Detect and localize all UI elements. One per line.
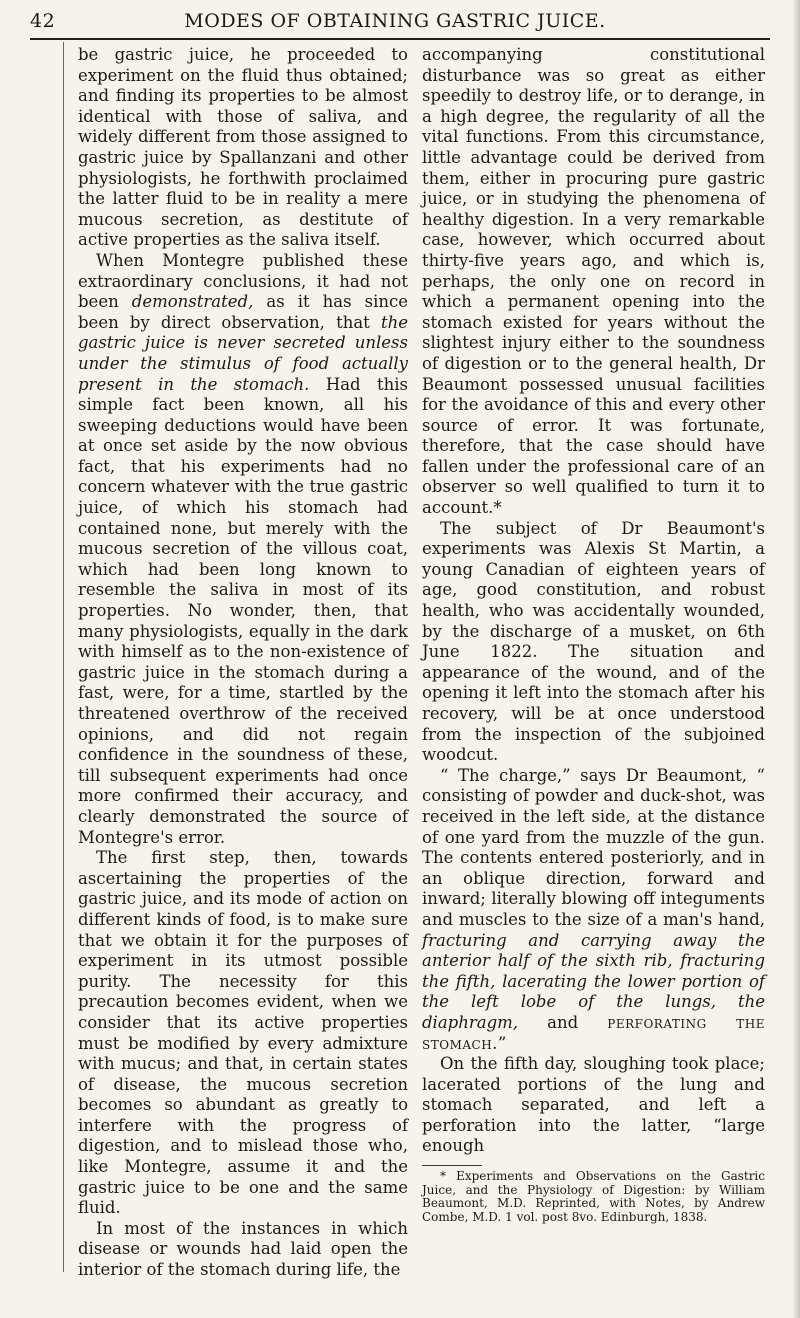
paragraph: When Montegre published these extraordinary conclusions, it had not been demonstrated, as it has since been by direct observation, that the gastric juice is never secreted unless under the stimulus of food actually present in the stomach. Had this simple fact been known, all his sweeping deductions would have been at once set aside by the now obvious fact, that his experiments had no concern whatever with the true gastric juice, of which his stomach had contained none, but merely with the mucous secretion of the villous coat, which had been long known to resemble the saliva in most of its properties. No wonder, then, that many physiologists, equally in the dark with himself as to the non-existence of gastric juice in the stomach during a fast, were, for a time, startled by the threatened overthrow of the received opinions, and did not regain confidence in the soundness of these, till subsequent experiments had once more confirmed their accuracy, and clearly demonstrated the source of Montegre's error. [78, 250, 409, 847]
paragraph: The first step, then, towards ascertaining the properties of the gastric juice, and its mode of action on different kinds of food, is to make sure that we obtain it for the purposes of experiment in its utmost possible purity. The necessity for this precaution becomes evident, when we consider that its active properties must be modified by every admixture with mucus; and that, in certain states of disease, the mucous secretion becomes so abundant as greatly to interfere with the progress of digestion, and to mislead those who, like Montegre, assume it and the gastric juice to be one and the same fluid. [78, 848, 408, 1218]
running-header [30, 10, 760, 36]
paragraph: The subject of Dr Beaumont's experiments was Alexis St Martin, a young Canadian of eighteen years of age, good constitution, and robust health, who was accidentally wounded, by the discharge of a musket, on 6th June 1822. The situation and appearance of the wound, and of the opening it left into the stomach after his recovery, will be at once understood from the inspection of the subjoined woodcut. [422, 518, 765, 765]
footnote-rule [422, 1165, 482, 1166]
paragraph: be gastric juice, he proceeded to experiment on the fluid thus obtained; and finding its properties to be almost identical with those of saliva, and widely different from those assigned to gastric juice by Spallanzani and other physiologists, he forthwith proclaimed the latter fluid to be in reality a mere mucous secretion, as destitute of active properties as the saliva itself. [78, 45, 408, 250]
margin-line [63, 42, 64, 1272]
footnote: * Experiments and Observations on the Gastric Juice, and the Physiology of Digestion: by William Beaumont, M.D. Reprinted, with Notes, by Andrew Combe, M.D. 1 vol. post 8vo. Edinburgh, 1838. [422, 1169, 765, 1224]
paragraph: “ The charge,” says Dr Beaumont, “ consisting of powder and duck-shot, was received in the left side, at the distance of one yard from the muzzle of the gun. The contents entered posteriorly, and in an oblique direction, forward and inward; literally blowing off integuments and muscles to the size of a man's hand, fracturing and carrying away the anterior half of the sixth rib, fracturing the fifth, lacerating the lower portion of the left lobe of the lungs, the diaphragm, and perforating the stomach.” [422, 765, 765, 1053]
paragraph: On the fifth day, sloughing took place; lacerated portions of the lung and stomach separated, and left a perforation into the latter, “large enough [422, 1054, 765, 1156]
paragraph: In most of the instances in which disease or wounds had laid open the interior of the stomach during life, the [78, 1218, 408, 1280]
header-rule [30, 38, 770, 40]
running-title: MODES OF OBTAINING GASTRIC JUICE. [184, 10, 606, 32]
page-edge-shadow [792, 0, 800, 1318]
paragraph: accompanying constitutional disturbance was so great as either speedily to destroy life, or to derange, in a high degree, the regularity of all the vital functions. From this circumstance, little advantage could be derived from them, either in procuring pure gastric juice, or in studying the phenomena of healthy digestion. In a very remarkable case, however, which occurred about thirty-five years ago, and which is, perhaps, the only one on record in which a permanent opening into the stomach existed for years without the slightest injury either to the soundness of digestion or to the general health, Dr Beaumont possessed unusual facilities for the avoidance of this and every other source of error. It was fortunate, therefore, that the case should have fallen under the professional care of an observer so well qualified to turn it to account.* [422, 45, 765, 518]
right-column [422, 45, 765, 1224]
left-column [78, 45, 408, 1281]
page-number: 42 [30, 10, 56, 32]
